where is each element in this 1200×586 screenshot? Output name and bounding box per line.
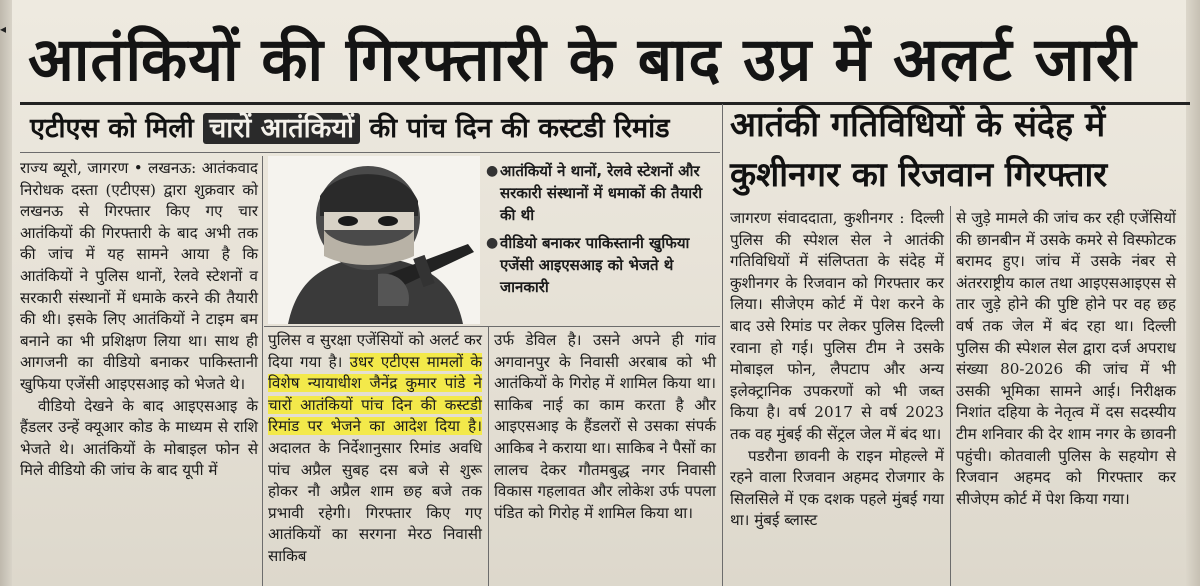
bullet-icon: ● xyxy=(486,235,499,251)
bullet-text: वीडियो बनाकर पाकिस्तानी खुफिया एजेंसी आइएसआइ को भेजते थे जानकारी xyxy=(500,234,690,296)
bullet-item xyxy=(486,160,718,226)
left-story-column-1 xyxy=(20,158,258,482)
article-text: पडरौना छावनी के राइन मोहल्ले में रहने वाला रिजवान अहमद रोजगार के सिलसिले में एक दशक पहले मुंबई गया था। मुंबई ब्लास्ट xyxy=(730,446,944,530)
left-story-subhead xyxy=(30,106,720,154)
bullet-text: आतंकियों ने थानों, रेलवे स्टेशनों और सरकारी संस्थानों में धमाकों की तैयारी की थी xyxy=(500,162,703,224)
bullet-item xyxy=(486,232,718,298)
right-story-subhead xyxy=(730,100,1170,200)
left-story-column-2 xyxy=(268,330,482,568)
main-headline: आतंकियों की गिरफ्तारी के बाद उप्र में अलर्ट जारी xyxy=(28,25,1137,95)
key-points xyxy=(486,160,718,304)
graphic-rule xyxy=(264,326,720,327)
left-subhead-rule xyxy=(20,152,720,153)
right-story-column-2 xyxy=(956,208,1176,510)
column-divider xyxy=(950,206,951,586)
article-text: पुलिस व सुरक्षा एजेंसियों को अलर्ट कर दिया गया है। xyxy=(268,331,482,371)
chevron-left-icon: ◂ xyxy=(0,22,7,36)
subhead-post: की पांच दिन की कस्टडी रिमांड xyxy=(360,113,670,144)
article-text: अदालत के निर्देशानुसार रिमांड अवधि पांच अप्रैल सुबह दस बजे से शुरू होकर नौ अप्रैल शाम छह बजे तक प्रभावी रहेगी। गिरफ्तार किए गए आतंकियों का सरगना मेरठ निवासी साकिब xyxy=(268,438,482,565)
right-story-column-1 xyxy=(730,208,944,532)
article-text: वीडियो देखने के बाद आइएसआइ के हैंडलर उन्हें क्यूआर कोड के माध्यम से राशि भेजते थे। आतंकियों के मोबाइल फोन से मिले वीडियो की जांच के बाद यूपी में xyxy=(20,396,258,480)
highlighted-text: उधर एटीएस मामलों के विशेष न्यायाधीश जैनेंद्र कुमार पांडे ने चारों आतंकियों पांच दिन की कस्टडी रिमांड पर भेजने का आदेश दिया है। xyxy=(268,352,482,436)
page-left-edge xyxy=(0,0,12,586)
left-story-column-3 xyxy=(494,330,716,524)
subhead-highlight: चारों आतंकियों xyxy=(203,113,360,144)
article-text: जागरण संवाददाता, कुशीनगर : दिल्ली पुलिस की स्पेशल सेल ने आतंकी गतिविधियों में संलिप्तता के संदेह में कुशीनगर के रिजवान को गिरफ्तार कर लिया। सीजेएम कोर्ट में पेश करने के बाद उसे रिमांड पर लेकर पुलिस दिल्ली रवाना हो गई। पुलिस टीम ने उसके मोबाइल फोन, लैपटाप और अन्य इलेक्ट्रानिक उपकरणों को भी जब्त किया है। वर्ष 2017 से वर्ष 2023 तक वह मुंबई की सेंट्रल जेल में बंद था। xyxy=(730,209,944,443)
terrorist-illustration xyxy=(268,156,480,324)
article-text: से जुड़े मामले की जांच कर रही एजेंसियों की छानबीन में उसके कमरे से विस्फोटक बरामद हुए। जांच में उसके नंबर से अंतरराष्ट्रीय काल तथा आइएसआइएस से तार जुड़े होने की पुष्टि होने पर वह छह वर्ष तक जेल में बंद रहा था। दिल्ली पुलिस की स्पेशल सेल द्वारा दर्ज अपराध संख्या 80-2026 की जांच में भी उसकी भूमिका सामने आई। निरीक्षक निशांत दहिया के नेतृत्व में दस सदस्यीय टीम शनिवार की देर शाम नगर के छावनी पहुंची। कोतवाली पुलिस के सहयोग से रिजवान अहमद को गिरफ्तार कर सीजेएम कोर्ट में पेश किया गया। xyxy=(956,209,1176,508)
column-divider xyxy=(262,156,263,586)
bullet-icon: ● xyxy=(486,163,499,179)
subhead-pre: एटीएस को मिली xyxy=(30,113,204,144)
article-text: उर्फ डेविल है। उसने अपने ही गांव अगवानपुर के निवासी अरबाब को भी आतंकियों के गिरोह में शामिल किया था। साकिब नाई का काम करता है और आइएसआइ के हैंडलरों से उसका संपर्क आकिब ने कराया था। साकिब ने पैसों का लालच देकर गौतमबुद्ध नगर निवासी विकास गहलावत और लोकेश उर्फ पपला पंडित को गिरोह में शामिल किया था। xyxy=(494,331,716,522)
column-divider xyxy=(488,326,489,586)
page-right-edge xyxy=(1186,0,1200,586)
article-text: राज्य ब्यूरो, जागरण • लखनऊ: आतंकवाद निरोधक दस्ता (एटीएस) द्वारा शुक्रवार को लखनऊ से गिरफ्तार किए गए चार आतंकियों की गिरफ्तारी के बाद अभी तक की जांच में यह सामने आया है कि आतंकियों ने पुलिस थानों, रेलवे स्टेशनों व सरकारी संस्थानों में धमाके करने की तैयारी की थी। इसके लिए आतंकियों ने टाइम बम बनाने का भी प्रशिक्षण लिया था। साथ ही आगजनी का वीडियो बनाकर पाकिस्तानी खुफिया एजेंसी आइएसआइ को भेजते थे। xyxy=(20,159,258,393)
story-divider xyxy=(722,104,723,586)
right-subhead-line-2: कुशीनगर का रिजवान गिरफ्तार xyxy=(730,155,1108,195)
right-subhead-line-1: आतंकी गतिविधियों के संदेह में xyxy=(730,105,1106,145)
masked-man-image xyxy=(268,156,480,324)
